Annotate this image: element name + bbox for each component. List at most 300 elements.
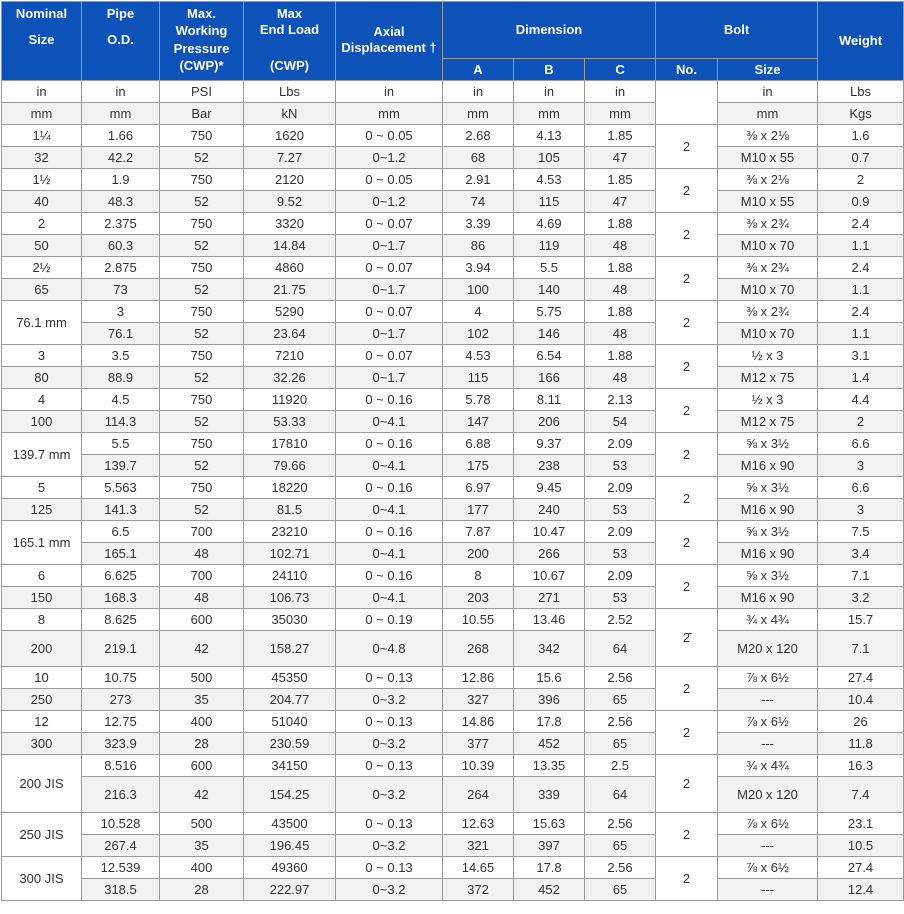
- dim-b-cell: 4.13: [514, 125, 585, 147]
- unit-cell: PSI: [160, 81, 244, 103]
- axial-displacement-cell: 0 ~ 0.13: [336, 755, 443, 777]
- weight-cell: 1.1: [818, 323, 904, 345]
- pipe-od-cell: 114.3: [82, 411, 160, 433]
- working-pressure-cell: 48: [160, 587, 244, 609]
- bolt-size-cell: ¾ x 4¾: [718, 755, 818, 777]
- unit-cell: mm: [443, 103, 514, 125]
- end-load-cell: 2120: [244, 169, 336, 191]
- dim-c-cell: 48: [585, 323, 656, 345]
- working-pressure-cell: 400: [160, 711, 244, 733]
- dim-c-cell: 2.5: [585, 755, 656, 777]
- weight-cell: 3.2: [818, 587, 904, 609]
- dim-a-cell: 4: [443, 301, 514, 323]
- dim-b-cell: 5.5: [514, 257, 585, 279]
- working-pressure-cell: 750: [160, 477, 244, 499]
- end-load-cell: 5290: [244, 301, 336, 323]
- end-load-cell: 18220: [244, 477, 336, 499]
- weight-cell: 10.4: [818, 689, 904, 711]
- table-row: [2, 857, 904, 879]
- header-max-end-load-line3: (CWP): [270, 58, 309, 73]
- dim-c-cell: 1.88: [585, 213, 656, 235]
- dim-c-cell: 53: [585, 455, 656, 477]
- dim-c-cell: 1.88: [585, 345, 656, 367]
- dim-c-cell: 48: [585, 367, 656, 389]
- bolt-number-cell: 2: [656, 857, 718, 901]
- header-bolt-size: Size: [718, 59, 818, 81]
- table-row: [2, 257, 904, 279]
- weight-cell: 7.1: [818, 565, 904, 587]
- working-pressure-cell: 750: [160, 125, 244, 147]
- bolt-number-cell: 2: [656, 755, 718, 813]
- working-pressure-cell: 42: [160, 631, 244, 667]
- dim-a-cell: 2.68: [443, 125, 514, 147]
- working-pressure-cell: 700: [160, 565, 244, 587]
- end-load-cell: 35030: [244, 609, 336, 631]
- dim-a-cell: 268: [443, 631, 514, 667]
- header-max-end-load: [244, 2, 336, 81]
- dim-b-cell: 339: [514, 777, 585, 813]
- table-header: [2, 2, 904, 81]
- dim-b-cell: 13.46: [514, 609, 585, 631]
- nominal-size-cell: 1½: [2, 169, 82, 191]
- axial-displacement-cell: 0 ~ 0.13: [336, 813, 443, 835]
- dim-b-cell: 10.47: [514, 521, 585, 543]
- end-load-cell: 4860: [244, 257, 336, 279]
- dim-a-cell: 377: [443, 733, 514, 755]
- end-load-cell: 21.75: [244, 279, 336, 301]
- table-body: [2, 81, 904, 901]
- weight-cell: 1.1: [818, 235, 904, 257]
- dim-b-cell: 119: [514, 235, 585, 257]
- bolt-number-cell: 2: [656, 257, 718, 301]
- dim-b-cell: 238: [514, 455, 585, 477]
- nominal-size-cell: 50: [2, 235, 82, 257]
- pipe-od-cell: 60.3: [82, 235, 160, 257]
- dim-b-cell: 17.8: [514, 857, 585, 879]
- header-dimension: Dimension: [443, 2, 656, 59]
- axial-displacement-cell: 0 ~ 0.07: [336, 301, 443, 323]
- dim-a-cell: 6.97: [443, 477, 514, 499]
- bolt-size-cell: M12 x 75: [718, 367, 818, 389]
- working-pressure-cell: 28: [160, 733, 244, 755]
- dim-c-cell: 64: [585, 631, 656, 667]
- bolt-size-cell: M10 x 70: [718, 235, 818, 257]
- dim-c-cell: 2.56: [585, 857, 656, 879]
- axial-displacement-cell: 0 ~ 0.19: [336, 609, 443, 631]
- dim-c-cell: 2.56: [585, 813, 656, 835]
- dim-b-cell: 17.8: [514, 711, 585, 733]
- end-load-cell: 222.97: [244, 879, 336, 901]
- table-row: [2, 301, 904, 323]
- axial-displacement-cell: 0 ~ 0.07: [336, 345, 443, 367]
- bolt-size-cell: ⅜ x 2¾: [718, 301, 818, 323]
- dim-c-cell: 64: [585, 777, 656, 813]
- nominal-size-cell: 125: [2, 499, 82, 521]
- dim-b-cell: 140: [514, 279, 585, 301]
- nominal-size-cell: 250 JIS: [2, 813, 82, 857]
- axial-displacement-cell: 0 ~ 0.13: [336, 857, 443, 879]
- nominal-size-cell: 2: [2, 213, 82, 235]
- pipe-od-cell: 139.7: [82, 455, 160, 477]
- table-row: [2, 191, 904, 213]
- bolt-number-cell: 2: [656, 345, 718, 389]
- dim-c-cell: 53: [585, 543, 656, 565]
- end-load-cell: 158.27: [244, 631, 336, 667]
- end-load-cell: 23.64: [244, 323, 336, 345]
- end-load-cell: 102.71: [244, 543, 336, 565]
- bolt-size-cell: M16 x 90: [718, 499, 818, 521]
- axial-displacement-cell: 0 ~ 0.05: [336, 125, 443, 147]
- dim-a-cell: 3.39: [443, 213, 514, 235]
- axial-displacement-cell: 0 ~ 0.16: [336, 521, 443, 543]
- unit-cell: mm: [2, 103, 82, 125]
- header-max-wp-line2: Working: [175, 23, 228, 39]
- units-row: [2, 81, 904, 103]
- axial-displacement-cell: 0~3.2: [336, 733, 443, 755]
- table-row: [2, 213, 904, 235]
- dim-c-cell: 48: [585, 279, 656, 301]
- bolt-size-cell: ⅝ x 3½: [718, 565, 818, 587]
- bolt-size-cell: ⅞ x 6½: [718, 667, 818, 689]
- dim-c-cell: 2.09: [585, 433, 656, 455]
- unit-cell: Bar: [160, 103, 244, 125]
- dim-b-cell: 9.45: [514, 477, 585, 499]
- dim-c-cell: 2.13: [585, 389, 656, 411]
- axial-displacement-cell: 0~3.2: [336, 689, 443, 711]
- unit-cell: mm: [514, 103, 585, 125]
- unit-cell: in: [514, 81, 585, 103]
- header-dim-a: A: [443, 59, 514, 81]
- dim-b-cell: 266: [514, 543, 585, 565]
- dim-a-cell: 147: [443, 411, 514, 433]
- nominal-size-cell: 8: [2, 609, 82, 631]
- dim-a-cell: 14.65: [443, 857, 514, 879]
- working-pressure-cell: 750: [160, 345, 244, 367]
- pipe-od-cell: 323.9: [82, 733, 160, 755]
- table-row: [2, 433, 904, 455]
- dim-a-cell: 100: [443, 279, 514, 301]
- unit-cell-bolt-no: [656, 81, 718, 125]
- weight-cell: 1.4: [818, 367, 904, 389]
- unit-cell: in: [82, 81, 160, 103]
- end-load-cell: 51040: [244, 711, 336, 733]
- end-load-cell: 43500: [244, 813, 336, 835]
- weight-cell: 7.1: [818, 631, 904, 667]
- table-row: [2, 689, 904, 711]
- table-row: [2, 389, 904, 411]
- dim-a-cell: 7.87: [443, 521, 514, 543]
- dim-b-cell: 452: [514, 733, 585, 755]
- bolt-size-cell: ⅝ x 3½: [718, 521, 818, 543]
- axial-displacement-cell: 0~4.1: [336, 499, 443, 521]
- dim-c-cell: 1.85: [585, 169, 656, 191]
- pipe-od-cell: 3: [82, 301, 160, 323]
- dim-a-cell: 203: [443, 587, 514, 609]
- axial-displacement-cell: 0~1.2: [336, 191, 443, 213]
- weight-cell: 15.7: [818, 609, 904, 631]
- working-pressure-cell: 52: [160, 367, 244, 389]
- working-pressure-cell: 600: [160, 609, 244, 631]
- dim-b-cell: 15.6: [514, 667, 585, 689]
- table-row: [2, 345, 904, 367]
- weight-cell: 6.6: [818, 477, 904, 499]
- table-row: [2, 279, 904, 301]
- pipe-od-cell: 73: [82, 279, 160, 301]
- dim-b-cell: 342: [514, 631, 585, 667]
- working-pressure-cell: 52: [160, 191, 244, 213]
- weight-cell: 10.5: [818, 835, 904, 857]
- weight-cell: 2.4: [818, 213, 904, 235]
- bolt-size-cell: M16 x 90: [718, 455, 818, 477]
- weight-cell: 3: [818, 499, 904, 521]
- dim-c-cell: 48: [585, 235, 656, 257]
- working-pressure-cell: 48: [160, 543, 244, 565]
- dim-c-cell: 53: [585, 499, 656, 521]
- weight-cell: 1.6: [818, 125, 904, 147]
- dim-a-cell: 3.94: [443, 257, 514, 279]
- unit-cell: mm: [585, 103, 656, 125]
- dim-a-cell: 5.78: [443, 389, 514, 411]
- dim-b-cell: 5.75: [514, 301, 585, 323]
- unit-cell: kN: [244, 103, 336, 125]
- specifications-table: [1, 1, 904, 901]
- dim-a-cell: 321: [443, 835, 514, 857]
- dim-c-cell: 54: [585, 411, 656, 433]
- working-pressure-cell: 750: [160, 169, 244, 191]
- axial-displacement-cell: 0~1.7: [336, 323, 443, 345]
- bolt-size-cell: M20 x 120: [718, 777, 818, 813]
- weight-cell: 3.4: [818, 543, 904, 565]
- table-row: [2, 411, 904, 433]
- table-row: [2, 777, 904, 813]
- table-row: [2, 835, 904, 857]
- bolt-size-cell: M12 x 75: [718, 411, 818, 433]
- end-load-cell: 34150: [244, 755, 336, 777]
- dim-c-cell: 2.09: [585, 565, 656, 587]
- working-pressure-cell: 35: [160, 835, 244, 857]
- table-row: [2, 813, 904, 835]
- table-row: [2, 667, 904, 689]
- end-load-cell: 154.25: [244, 777, 336, 813]
- dim-c-cell: 1.85: [585, 125, 656, 147]
- axial-displacement-cell: 0~4.1: [336, 455, 443, 477]
- header-max-wp-line1: Max.: [187, 6, 216, 21]
- dim-a-cell: 8: [443, 565, 514, 587]
- dim-a-cell: 12.63: [443, 813, 514, 835]
- weight-cell: 16.3: [818, 755, 904, 777]
- end-load-cell: 45350: [244, 667, 336, 689]
- header-max-wp-line3: Pressure: [173, 40, 230, 56]
- weight-cell: 0.7: [818, 147, 904, 169]
- dim-b-cell: 4.69: [514, 213, 585, 235]
- pipe-od-cell: 10.75: [82, 667, 160, 689]
- nominal-size-cell: 200 JIS: [2, 755, 82, 813]
- pipe-od-cell: 6.5: [82, 521, 160, 543]
- bolt-size-cell: M10 x 55: [718, 147, 818, 169]
- axial-displacement-cell: 0~3.2: [336, 777, 443, 813]
- nominal-size-cell: 32: [2, 147, 82, 169]
- header-max-wp-line4: (CWP)*: [179, 57, 224, 73]
- dim-a-cell: 68: [443, 147, 514, 169]
- dim-a-cell: 175: [443, 455, 514, 477]
- unit-cell: in: [443, 81, 514, 103]
- table-row: [2, 631, 904, 667]
- dim-b-cell: 13.35: [514, 755, 585, 777]
- dim-a-cell: 10.39: [443, 755, 514, 777]
- dim-a-cell: 12.86: [443, 667, 514, 689]
- pipe-od-cell: 273: [82, 689, 160, 711]
- table-row: [2, 169, 904, 191]
- dim-a-cell: 200: [443, 543, 514, 565]
- weight-cell: 7.4: [818, 777, 904, 813]
- bolt-size-cell: ⅜ x 2¾: [718, 213, 818, 235]
- pipe-od-cell: 8.625: [82, 609, 160, 631]
- dim-c-cell: 2.09: [585, 477, 656, 499]
- end-load-cell: 204.77: [244, 689, 336, 711]
- table-row: [2, 879, 904, 901]
- dim-b-cell: 146: [514, 323, 585, 345]
- table-row: [2, 477, 904, 499]
- weight-cell: 2.4: [818, 301, 904, 323]
- nominal-size-cell: 4: [2, 389, 82, 411]
- pipe-od-cell: 216.3: [82, 777, 160, 813]
- bolt-number-cell: 2: [656, 169, 718, 213]
- pipe-od-cell: 8.516: [82, 755, 160, 777]
- dim-a-cell: 372: [443, 879, 514, 901]
- unit-cell: in: [585, 81, 656, 103]
- dim-a-cell: 2.91: [443, 169, 514, 191]
- bolt-size-cell: ⅝ x 3½: [718, 477, 818, 499]
- table-row: [2, 565, 904, 587]
- nominal-size-cell: 1¼: [2, 125, 82, 147]
- nominal-size-cell: 65: [2, 279, 82, 301]
- header-bolt-no: No.: [656, 59, 718, 81]
- bolt-size-cell: ½ x 3: [718, 389, 818, 411]
- pipe-od-cell: 10.528: [82, 813, 160, 835]
- weight-cell: 7.5: [818, 521, 904, 543]
- axial-displacement-cell: 0~1.7: [336, 279, 443, 301]
- dim-a-cell: 14.86: [443, 711, 514, 733]
- pipe-od-cell: 48.3: [82, 191, 160, 213]
- weight-cell: 4.4: [818, 389, 904, 411]
- unit-cell: in: [718, 81, 818, 103]
- nominal-size-cell: 12: [2, 711, 82, 733]
- nominal-size-cell: 5: [2, 477, 82, 499]
- dim-a-cell: 10.55: [443, 609, 514, 631]
- pipe-od-cell: 76.1: [82, 323, 160, 345]
- nominal-size-cell: 139.7 mm: [2, 433, 82, 477]
- dim-c-cell: 65: [585, 835, 656, 857]
- pipe-od-cell: 42.2: [82, 147, 160, 169]
- bolt-size-cell: ½ x 3: [718, 345, 818, 367]
- dim-b-cell: 6.54: [514, 345, 585, 367]
- nominal-size-cell: 250: [2, 689, 82, 711]
- weight-cell: 2.4: [818, 257, 904, 279]
- end-load-cell: 11920: [244, 389, 336, 411]
- axial-displacement-cell: 0~3.2: [336, 835, 443, 857]
- dim-c-cell: 53: [585, 587, 656, 609]
- nominal-size-cell: 100: [2, 411, 82, 433]
- working-pressure-cell: 28: [160, 879, 244, 901]
- table-row: [2, 755, 904, 777]
- pipe-od-cell: 219.1: [82, 631, 160, 667]
- dim-a-cell: 327: [443, 689, 514, 711]
- dim-a-cell: 86: [443, 235, 514, 257]
- header-nominal-size-line1: Nominal: [15, 6, 68, 21]
- bolt-size-cell: ---: [718, 733, 818, 755]
- bolt-number-cell: 2: [656, 301, 718, 345]
- working-pressure-cell: 52: [160, 455, 244, 477]
- bolt-number-cell: 2: [656, 477, 718, 521]
- unit-cell: mm: [718, 103, 818, 125]
- units-row: [2, 103, 904, 125]
- bolt-size-cell: M10 x 70: [718, 323, 818, 345]
- weight-cell: 2: [818, 411, 904, 433]
- table-row: [2, 543, 904, 565]
- unit-cell: Lbs: [244, 81, 336, 103]
- bolt-size-cell: ⅝ x 3½: [718, 433, 818, 455]
- weight-cell: 1.1: [818, 279, 904, 301]
- bolt-size-cell: M16 x 90: [718, 543, 818, 565]
- dim-b-cell: 4.53: [514, 169, 585, 191]
- bolt-size-cell: M16 x 90: [718, 587, 818, 609]
- working-pressure-cell: 700: [160, 521, 244, 543]
- axial-displacement-cell: 0~4.8: [336, 631, 443, 667]
- pipe-od-cell: 5.5: [82, 433, 160, 455]
- nominal-size-cell: 150: [2, 587, 82, 609]
- working-pressure-cell: 52: [160, 279, 244, 301]
- working-pressure-cell: 600: [160, 755, 244, 777]
- dim-b-cell: 240: [514, 499, 585, 521]
- bolt-number-cell: 2: [656, 521, 718, 565]
- nominal-size-cell: 10: [2, 667, 82, 689]
- working-pressure-cell: 750: [160, 301, 244, 323]
- header-axial-displacement: [336, 2, 443, 81]
- table-row: [2, 455, 904, 477]
- pipe-od-cell: 165.1: [82, 543, 160, 565]
- bolt-number-cell: 2: [656, 125, 718, 169]
- working-pressure-cell: 750: [160, 257, 244, 279]
- working-pressure-cell: 52: [160, 147, 244, 169]
- header-weight: Weight: [818, 2, 904, 81]
- end-load-cell: 7210: [244, 345, 336, 367]
- bolt-number-cell: 2: [656, 433, 718, 477]
- nominal-size-cell: 76.1 mm: [2, 301, 82, 345]
- nominal-size-cell: 165.1 mm: [2, 521, 82, 565]
- end-load-cell: 14.84: [244, 235, 336, 257]
- header-dim-c: C: [585, 59, 656, 81]
- nominal-size-cell: 300: [2, 733, 82, 755]
- bolt-number-cell: 2̄: [656, 609, 718, 667]
- bolt-size-cell: ---: [718, 835, 818, 857]
- dim-b-cell: 271: [514, 587, 585, 609]
- pipe-od-cell: 5.563: [82, 477, 160, 499]
- unit-cell: Kgs: [818, 103, 904, 125]
- axial-displacement-cell: 0 ~ 0.13: [336, 711, 443, 733]
- weight-cell: 3: [818, 455, 904, 477]
- dim-a-cell: 4.53: [443, 345, 514, 367]
- working-pressure-cell: 52: [160, 499, 244, 521]
- working-pressure-cell: 750: [160, 433, 244, 455]
- end-load-cell: 81.5: [244, 499, 336, 521]
- table-row: [2, 587, 904, 609]
- dim-a-cell: 177: [443, 499, 514, 521]
- axial-displacement-cell: 0~3.2: [336, 879, 443, 901]
- pipe-od-cell: 12.539: [82, 857, 160, 879]
- weight-cell: 23.1: [818, 813, 904, 835]
- nominal-size-cell: 300 JIS: [2, 857, 82, 901]
- dim-b-cell: 452: [514, 879, 585, 901]
